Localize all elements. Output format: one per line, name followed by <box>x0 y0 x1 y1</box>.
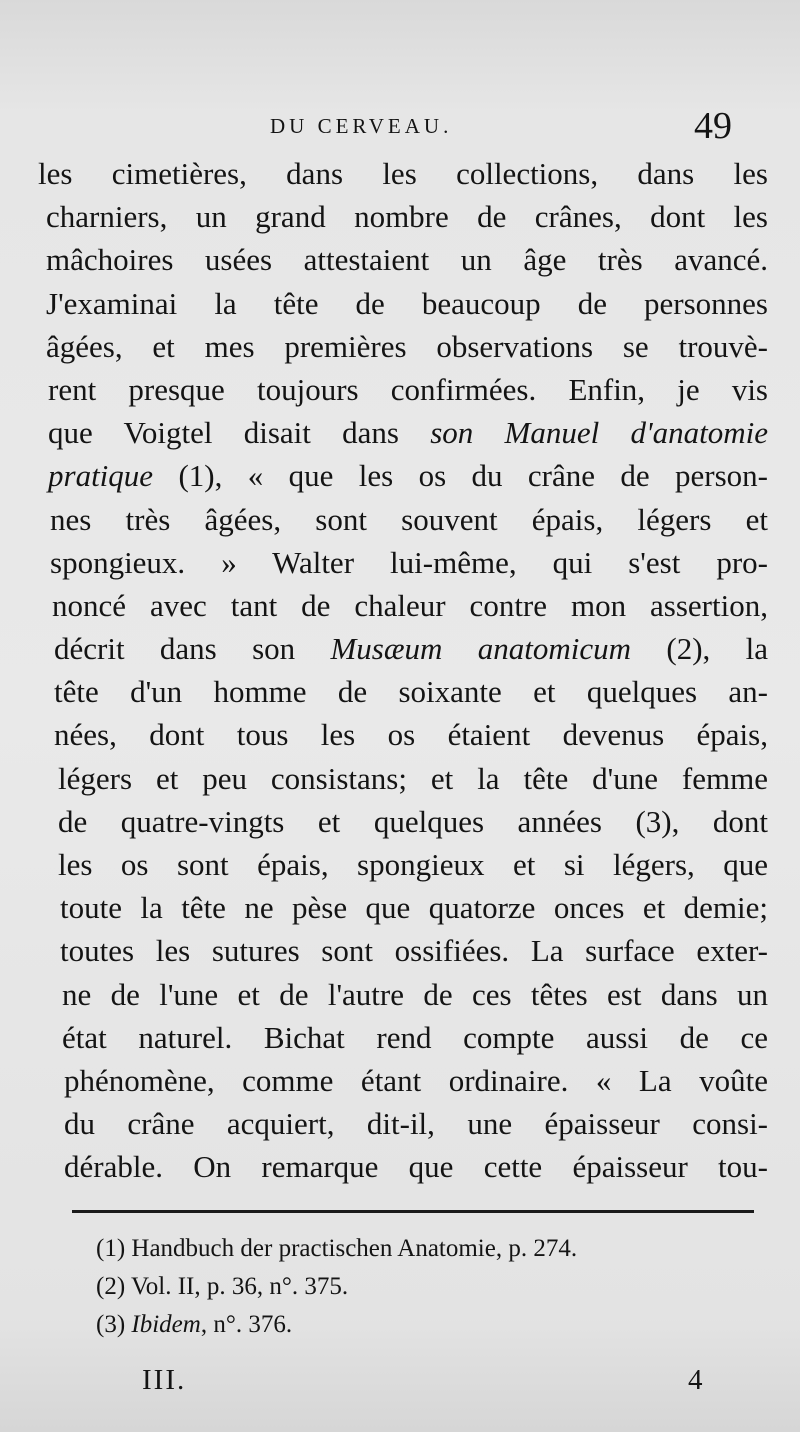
footnote-divider <box>72 1210 754 1213</box>
text-line: nées, dont tous les os étaient devenus épais, <box>54 717 768 753</box>
italic-title: Musæum anatomicum <box>330 631 632 667</box>
signature-mark: III. <box>142 1364 187 1396</box>
text-line: charniers, un grand nombre de crânes, dont les <box>46 199 768 235</box>
text-line: noncé avec tant de chaleur contre mon assertion, <box>52 587 768 623</box>
body-text <box>38 152 768 1189</box>
footnote-italic: Ibidem <box>131 1311 201 1338</box>
footnote-text: , n°. 376. <box>200 1311 293 1338</box>
running-title: DU CERVEAU. <box>270 114 453 138</box>
text-line: ne de l'une et de l'autre de ces têtes est dans un <box>62 976 768 1012</box>
text-line: les cimetières, dans les collections, dans les <box>38 156 768 191</box>
text-line: du crâne acquiert, dit-il, une épaisseur consi- <box>64 1106 768 1142</box>
quire-number: 4 <box>688 1364 703 1396</box>
text-line: phénomène, comme étant ordinaire. « La voûte <box>64 1062 768 1098</box>
footnote-3 <box>96 1306 746 1344</box>
text-line: toute la tête ne pèse que quatorze onces et demie; <box>60 890 768 926</box>
footnote-2: (2) Vol. II, p. 36, n°. 375. <box>96 1273 349 1300</box>
text-line: J'examinai la tête de beaucoup de personnes <box>46 285 768 321</box>
text-line: nes très âgées, sont souvent épais, légers et <box>50 501 768 537</box>
text-line: toutes les sutures sont ossifiées. La surface exter- <box>60 933 768 969</box>
text-line: âgées, et mes premières observations se trouvè- <box>46 328 768 364</box>
text-line <box>38 411 768 454</box>
text-line: dérable. On remarque que cette épaisseur tou- <box>64 1149 768 1185</box>
text-line: mâchoires usées attestaient un âge très avancé. <box>46 242 768 278</box>
text-line: de quatre-vingts et quelques années (3), dont <box>58 803 768 839</box>
footnote-mark: (3) <box>96 1311 132 1338</box>
footnote-1: (1) Handbuch der practischen Anatomie, p. 274. <box>96 1235 578 1262</box>
text-line: spongieux. » Walter lui-même, qui s'est pro- <box>50 544 768 580</box>
running-head <box>0 104 800 148</box>
text-line <box>38 454 768 497</box>
text-segment: (1), « que les os du crâne de person- <box>153 458 768 494</box>
text-segment: (2), la <box>631 631 768 667</box>
text-segment: décrit dans son <box>54 631 331 667</box>
text-segment: que Voigtel disait dans <box>48 415 431 451</box>
italic-title: son Manuel d'anatomie <box>430 415 768 451</box>
footnotes <box>96 1230 746 1344</box>
italic-title: pratique <box>48 458 154 494</box>
text-line: les os sont épais, spongieux et si légers, que <box>58 847 768 882</box>
text-line: légers et peu consistans; et la tête d'une femme <box>58 760 768 796</box>
text-line <box>38 627 768 670</box>
text-line: état naturel. Bichat rend compte aussi de ce <box>62 1019 768 1055</box>
text-line: tête d'un homme de soixante et quelques an- <box>54 674 768 710</box>
page-number: 49 <box>694 105 732 147</box>
text-line: rent presque toujours confirmées. Enfin, je vis <box>48 371 768 407</box>
